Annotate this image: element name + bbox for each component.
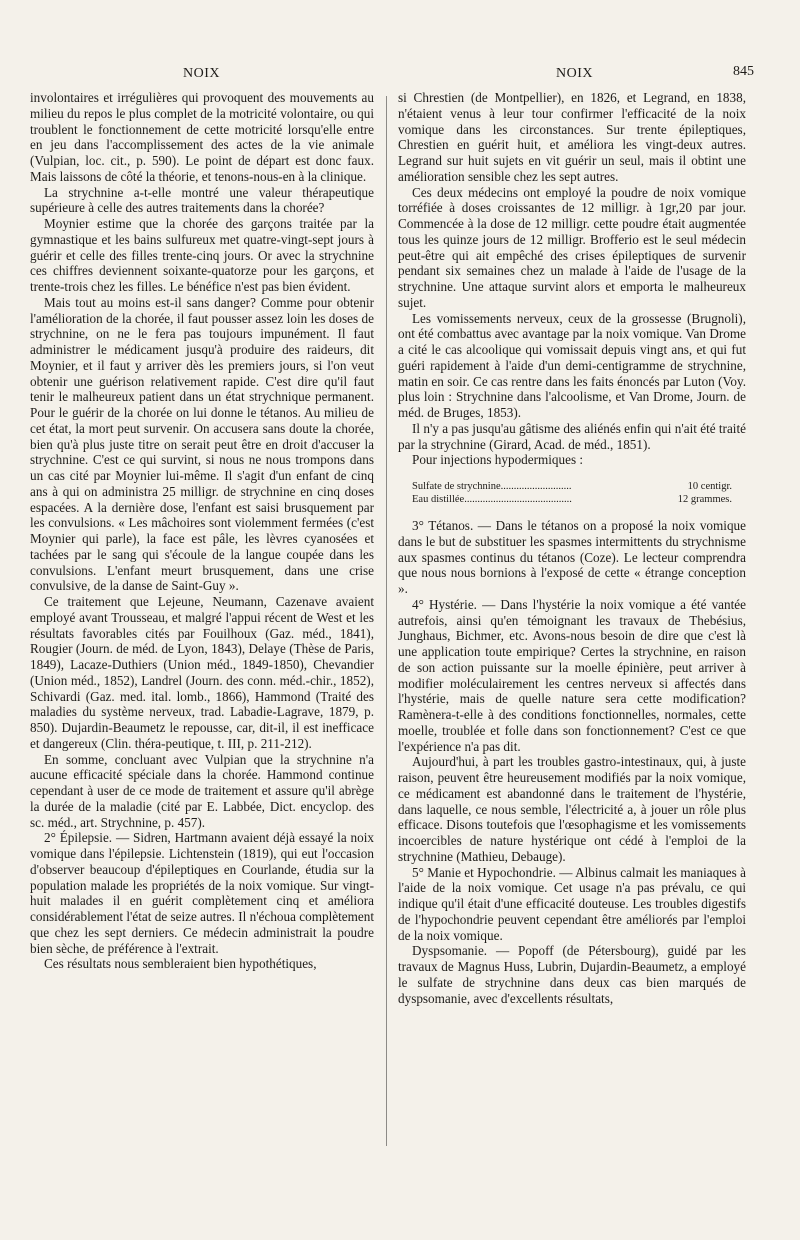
section-hysterie: 4° Hystérie. — Dans l'hystérie la noix vomique a été vantée autrefois, ainsi qu'en témoignant les travaux de Thebésius, Junghaus, Bichmer, etc. Avons-nous besoin de dire que c'est là une application toute empirique? Certes la strychnine, en raison de son action puissante sur la moelle épinière, peut arriver à modifier moléculairement les centres nerveux si affectés dans l'hystérie, mais de quelle nature sera cette modification? Ramènera-t-elle à des conditions fonctionnelles, normales, cette moelle, troublée et folle dans son fonctionnement? C'est ce que l'expérience n'a pas dit.: [398, 596, 746, 754]
paragraph: Ces deux médecins ont employé la poudre de noix vomique torréfiée à doses croissantes de 12 milligr. à 1gr,20 par jour. Commencée à la dose de 12 milligr. cette poudre était augmentée tous les quinze jours de 12 milligr. Brofferio est le seul médecin peut-être qui ait empêché des crises épileptiques de survenir pendant six semaines chez un malade à l'aide de l'usage de la strychnine. Une attaque survint alors et emporta le malheureux sujet.: [398, 184, 746, 310]
ingredient-name: Sulfate de strychnine...........................: [412, 481, 572, 492]
paragraph: Moynier estime que la chorée des garçons traitée par la gymnastique et les bains sulfureux met quatre-vingt-sept jours à guérir et celle des filles trente-cinq jours. Or avec la strychnine ces chiffres deviennent soixante-quatorze pour les garçons, et trente-trois chez les filles. Le bénéfice n'est pas bien évident.: [30, 216, 374, 294]
paragraph: La strychnine a-t-elle montré une valeur thérapeutique supérieure à celle des autres traitements dans la chorée?: [30, 184, 374, 216]
right-column: [398, 90, 746, 1006]
paragraph: En somme, concluant avec Vulpian que la strychnine n'a aucune efficacité spéciale dans la chorée. Hammond continue cependant à user de ce mode de traitement et assure qu'il abrège la durée de la maladie (cité par E. Labbée, Dict. encyclop. des sc. méd., art. Strychnine, p. 457).: [30, 751, 374, 830]
paragraph: Il n'y a pas jusqu'au gâtisme des aliénés enfin qui n'ait été traité par la strychnine (Girard, Acad. de méd., 1851).: [398, 420, 746, 452]
section-tetanos: 3° Tétanos. — Dans le tétanos on a proposé la noix vomique dans le but de substituer les spasmes intermittents du strychnisme aux spasmes continus du tétanos (Coze). Le lecteur comprendra que nous nous bornions à l'exposé de cette « étrange conception ».: [398, 518, 746, 596]
formula-row: [412, 493, 732, 506]
section-manie: 5° Manie et Hypochondrie. — Albinus calmait les maniaques à l'aide de la noix vomique. Cet usage n'a pas prévalu, ce qui indique qu'il était d'une efficacité douteuse. Les troubles digestifs de l'hypochondrie peuvent cependant être améliorés par l'emploi de la noix vomique.: [398, 864, 746, 943]
prescription-formula: [412, 480, 732, 506]
ingredient-quantity: 12 grammes.: [677, 494, 732, 505]
paragraph: Ces résultats nous sembleraient bien hypothétiques,: [44, 956, 317, 972]
running-head-left: NOIX: [183, 66, 220, 81]
section-epilepsie: 2° Épilepsie. — Sidren, Hartmann avaient déjà essayé la noix vomique dans l'épilepsie. Lichtenstein (1819), qui eut l'occasion d'observer beaucoup d'épileptiques en Courlande, étudia sur la population malade les propriétés de la noix vomique. Sur vingt-huit malades il en guérit complètement cinq et améliora considérablement l'état de seize autres. Il n'échoua complètement que chez les sept derniers. Ce médecin administrait la poudre bien sèche, de préférence à l'extrait.: [30, 830, 374, 956]
paragraph: Pour injections hypodermiques :: [412, 452, 584, 468]
paragraph: Les vomissements nerveux, ceux de la grossesse (Brugnoli), ont été combattus avec avantage par la noix vomique. Van Drome a cité le cas alcoolique qui vomissait depuis vingt ans, et qui fut guéri rapidement à l'aide d'un demi-centigramme de strychnine, matin en soir. Ce cas rentre dans les faits énoncés par Luton (Voy. plus loin : Strychnine dans l'alcoolisme, et Van Drome, Journ. de méd. de Bruges, 1853).: [398, 310, 746, 420]
running-head-right: NOIX: [556, 66, 593, 81]
formula-row: [412, 480, 732, 493]
paragraph: Mais tout au moins est-il sans danger? Comme pour obtenir l'amélioration de la chorée, il faut pousser assez loin les doses de strychnine, on ne le fera pas toujours impunément. Il faut administrer le médicament jusqu'à produire des raideurs, dit Moynier, et il faut y arriver dès les premiers jours, si l'on veut obtenir une guérison relativement rapide. C'est dire qu'il faut tenir le malheureux patient dans un état strychnique permanent. Pour le guérir de la chorée on lui donne le tétanos. Au milieu de cet état, la mort peut survenir. On accusera sans doute la chorée, bien qu'à plus juste titre on serait peut être en droit d'accuser la strychnine. C'est ce qui survint, si nous ne nous trompons dans un cas cité par Moynier lui-même. Il s'agit d'un enfant de cinq ans à qui on administra 25 milligr. de strychnine en cinq doses espacées. A la dernière dose, l'enfant est saisi brusquement par les convulsions. « Les mâchoires sont violemment fermées (c'est Moynier qui parle), la face est pâle, les lèvres cyanosées et tachées par le sang qui s'écoule de la langue coupée dans les convulsions. L'enfant meurt brusquement, dans une crise convulsive, de la danse de Saint-Guy ».: [30, 294, 374, 594]
left-column: [30, 90, 374, 972]
paragraph: Aujourd'hui, à part les troubles gastro-intestinaux, qui, à juste raison, peuvent être heureusement modifiés par la noix vomique, ce médicament est abandonné dans le traitement de l'hystérie, dans laquelle, ce nous semble, l'électricité a, à jouer un rôle plus efficace. Disons toutefois que l'œsophagisme et les vomissements incoercibles de nature hystérique ont cédé à l'emploi de la strychnine (Mathieu, Debauge).: [398, 754, 746, 864]
ingredient-name: Eau distillée.........................................: [412, 494, 572, 505]
page-number: 845: [733, 64, 754, 79]
section-dyspsomanie: Dyspsomanie. — Popoff (de Pétersbourg), guidé par les travaux de Magnus Huss, Lubrin, Dujardin-Beaumetz, a employé le sulfate de strychnine dans deux cas bien marqués de dyspsomanie, avec d'excellents résultats,: [398, 943, 746, 1006]
ingredient-quantity: 10 centigr.: [687, 481, 732, 492]
paragraph: involontaires et irrégulières qui provoquent des mouvements au milieu du repos le plus complet de la motricité volontaire, ou qui troublent le fonctionnement de cette motricité lorsqu'elle entre en jeu dans l'accomplissement des actes de la vie animale (Vulpian, loc. cit., p. 590). Le point de départ est donc faux. Mais laissons de côté la théorie, et tenons-nous-en à la clinique.: [30, 90, 374, 184]
paragraph: Ce traitement que Lejeune, Neumann, Cazenave avaient employé avant Trousseau, et malgré l'appui récent de West et les résultats favorables cités par Fouilhoux (Gaz. méd., 1841), Rougier (Journ. de méd. de Lyon, 1843), Delaye (Thèse de Paris, 1849), Lacaze-Duthiers (Union méd., 1849-1850), Chevandier (Union méd., 1852), Landrel (Journ. des conn. méd.-chir., 1852), Schivardi (Gaz. med. ital. lomb., 1866), Hammond (Traité des maladies du système nerveux, trad. Labadie-Lagrave, 1879, p. 850). Dujardin-Beaumetz le repousse, car, dit-il, il est inefficace et dangereux (Clin. théra-peutique, t. III, p. 211-212).: [30, 594, 374, 751]
column-divider: [386, 96, 387, 1146]
paragraph: si Chrestien (de Montpellier), en 1826, et Legrand, en 1838, n'étaient venus à leur tour confirmer l'efficacité de la noix vomique dans les circonstances. Sur trente épileptiques, Chrestien en guérit huit, et améliora les vingt-deux autres. Legrand sur huit sujets en vit guérir un seul, mais il obtint une amélioration sensible chez les sept autres.: [398, 90, 746, 184]
